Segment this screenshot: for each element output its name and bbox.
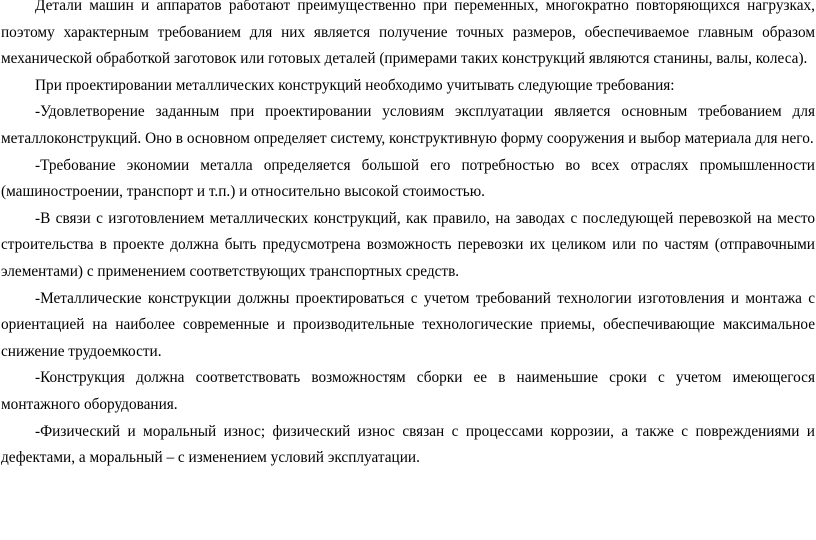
paragraph-requirement-economy: -Требование экономии металла определяется большой его потребностью во всех отраслях промышленности (машиностроении, транспорт и т.п.) и относительно высокой стоимостью. [1, 156, 815, 201]
paragraph-requirement-wear: -Физический и моральный износ; физический износ связан с процессами коррозии, а также с повреждениями и дефектами, а моральный – с изменением условий эксплуатации. [1, 422, 815, 467]
paragraph-intro: Детали машин и аппаратов работают преимущественно при переменных, многократно повторяющихся нагрузках, поэтому характерным требованием для них является получение точных размеров, обеспечиваемое главным образом механической обработкой заготовок или готовых деталей (примерами таких конструкций являются станины, валы, колеса). [1, 0, 815, 68]
paragraph-requirement-technology: -Металлические конструкции должны проектироваться с учетом требований технологии изготовления и монтажа с ориентацией на наиболее современные и производительные технологические приемы, обеспечивающие максимальное снижение трудоемкости. [1, 289, 815, 360]
paragraph-requirement-operation: -Удовлетворение заданным при проектировании условиям эксплуатации является основным требованием для металлоконструкций. Оно в основном определяет систему, конструктивную форму сооружения и выбор материала для него. [1, 103, 815, 147]
paragraph-requirement-assembly: -Конструкция должна соответствовать возможностям сборки ее в наименьшие сроки с учетом имеющегося монтажного оборудования. [1, 369, 815, 413]
paragraph-requirement-transport: -В связи с изготовлением металлических конструкций, как правило, на заводах с последующей перевозкой на место строительства в проекте должна быть предусмотрена возможность перевозки их целиком или по частям (отправочными элементами) с применением соответствующих транспортных средств. [1, 209, 815, 280]
paragraph-requirements-heading: При проектировании металлических конструкций необходимо учитывать следующие требования: [35, 76, 675, 94]
